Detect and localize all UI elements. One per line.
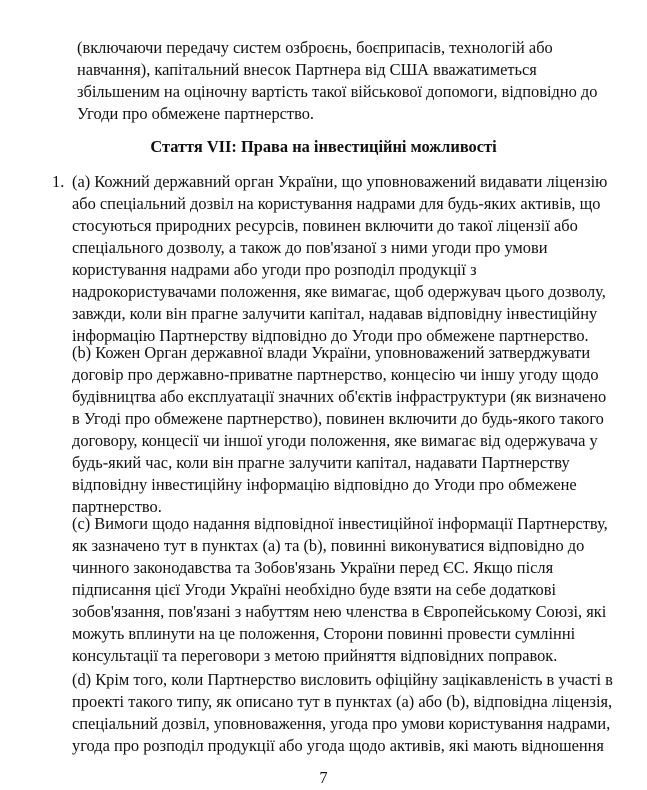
text-line: завжди, коли він прагне залучити капітал, надавав відповідну інвестиційну <box>72 304 598 323</box>
text-line: будівництва або експлуатації значних об'єктів інфраструктури (як визначено <box>72 387 607 406</box>
text-line: (включаючи передачу систем озброєнь, боєприпасів, технологій або <box>77 38 553 57</box>
text-line: надрокористувачами положення, яке вимагає, щоб одержувач цього дозволу, <box>72 282 606 301</box>
text-line: спеціальний дозвіл, уповноваження, угода про умови користування надрами, <box>72 714 611 733</box>
text-line: будь-який час, коли він прагне залучити капітал, надавати Партнерству <box>72 453 570 472</box>
text-line: (a) Кожний державний орган України, що уповноважений видавати ліцензію <box>72 172 608 191</box>
page-number: 7 <box>319 768 328 787</box>
text-line: збільшеним на оціночну вартість такої військової допомоги, відповідно до <box>77 82 598 101</box>
text-line: спеціального дозволу, а також до пов'язаної з ними угоди про умови <box>72 238 548 257</box>
text-line: (c) Вимоги щодо надання відповідної інвестиційної інформації Партнерству, <box>72 514 608 533</box>
text-line: консультації та переговори з метою прийняття відповідних поправок. <box>72 646 558 665</box>
text-line: або спеціальний дозвіл на користування надрами для будь-яких активів, що <box>72 194 601 213</box>
text-line: підписання цієї Угоди Україні необхідно буде взяти на себе додаткові <box>72 580 557 599</box>
text-line: як зазначено тут в пунктах (a) та (b), повинні виконуватися відповідно до <box>72 536 585 555</box>
text-line: відповідну інвестиційну інформацію відповідно до Угоди про обмежене <box>72 475 577 494</box>
text-line: договору, концесії чи іншої угоди положення, яке вимагає від одержувача у <box>72 431 598 450</box>
text-line: партнерство. <box>72 497 162 516</box>
text-line: навчання), капітальний внесок Партнера від США вважатиметься <box>77 60 537 79</box>
text-line: договір про державно-приватне партнерство, концесію чи іншу угоду щодо <box>72 365 599 384</box>
text-line: стосуються природних ресурсів, повинен включити до такої ліцензії або <box>72 216 578 235</box>
text-line: (d) Крім того, коли Партнерство висловить офіційну зацікавленість в участі в <box>72 670 613 689</box>
text-line: угода про розподіл продукції або угода щодо активів, які мають відношення <box>72 736 604 755</box>
text-line: (b) Кожен Орган державної влади України, уповноважений затверджувати <box>72 343 591 362</box>
article-heading: Стаття VII: Права на інвестиційні можливості <box>150 137 497 156</box>
text-line: можуть вплинути на це положення, Сторони повинні провести сумлінні <box>72 624 576 643</box>
text-line: чинного законодавства та Зобов'язань України перед ЄС. Якщо після <box>72 558 554 577</box>
text-line: Угоди про обмежене партнерство. <box>77 104 315 123</box>
text-line: зобов'язання, пов'язані з набуттям нею членства в Європейському Союзі, які <box>72 602 607 621</box>
text-line: інформацію Партнерству відповідно до Угоди про обмежене партнерство. <box>72 326 589 345</box>
text-line: користування надрами або угоди про розподіл продукції з <box>72 260 477 279</box>
list-item-number: 1. <box>52 172 65 191</box>
text-line: проекті такого типу, як описано тут в пунктах (a) або (b), відповідна ліцензія, <box>72 692 613 711</box>
text-line: в Угоді про обмежене партнерство), повинен включити до будь-якого такого <box>72 409 604 428</box>
